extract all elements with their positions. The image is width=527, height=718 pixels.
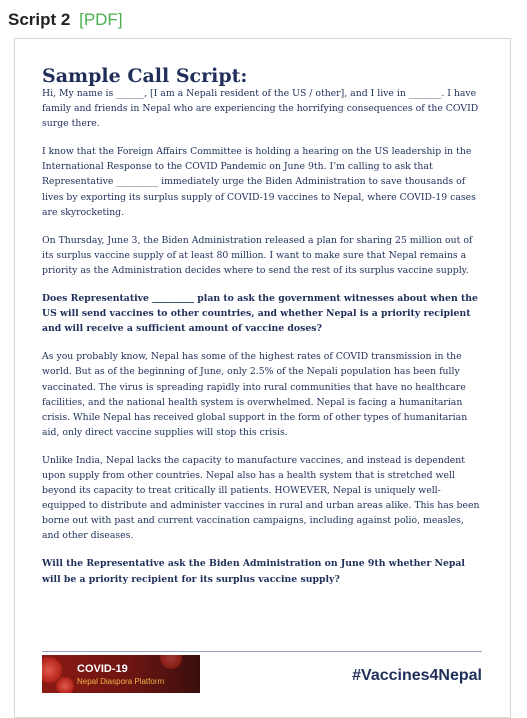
logo-subtitle: Nepal Diaspora Platform [77, 677, 165, 686]
logo-title: COVID-19 [77, 663, 128, 675]
paragraph-transmission: As you probably know, Nepal has some of the highest rates of COVID transmission in the world. But as of the beginning of June, only 2.5% of the Nepali population has been fully vaccinated. The virus is spreading rapidly into rural communities that have no healthcare facilities, and the national health system is overwhelmed. Nepal is facing a humanitarian crisis. While Nepal has received global support in the form of other types of humanitarian aid, only direct vaccine supplies will stop this crisis. [42, 351, 468, 438]
question-priority: Will the Representative ask the Biden Administration on June 9th whether Nepal will be a priority recipient for its surplus vaccine supply? [42, 558, 465, 585]
paragraph-capacity: Unlike India, Nepal lacks the capacity to manufacture vaccines, and instead is dependent upon supply from other countries. Nepal also has a health system that is stretched well beyond its capacity to treat critically ill patients. HOWEVER, Nepal is uniquely well-equipped to distribute and administer vaccines in rural and urban areas alike. This has been borne out with past and current vaccination campaigns, including against polio, measles, and other diseases. [42, 454, 480, 542]
paragraph-plan: On Thursday, June 3, the Biden Administration released a plan for sharing 25 million out of its surplus vaccine supply of at least 80 million. I want to make sure that Nepal remains a priority as the Administration decides where to send the rest of its surplus vaccine supply. [42, 234, 473, 276]
document-title: Sample Call Script: [42, 65, 248, 87]
document-body [42, 66, 482, 600]
footer-divider [42, 651, 482, 652]
section-heading [8, 10, 123, 30]
paragraph-hearing: I know that the Foreign Affairs Committee is holding a hearing on the US leadership in the International Response to the COVID Pandemic on June 9th. I’m calling to ask that Representative _________ immediately urge the Biden Administration to save thousands of lives by exporting its surplus supply of COVID-19 vaccines to Nepal, where COVID-19 cases are skyrocketing. [42, 146, 476, 218]
covid-platform-logo [42, 655, 200, 693]
virus-icon [160, 655, 182, 669]
hashtag: #Vaccines4Nepal [352, 667, 482, 684]
question-witnesses: Does Representative _________ plan to ask the government witnesses about when the US will send vaccines to other countries, and whether Nepal is a priority recipient and will receive a sufficient amount of vaccine doses? [42, 293, 478, 335]
virus-icon [56, 677, 74, 693]
pdf-link[interactable]: [PDF] [79, 10, 123, 29]
paragraph-intro: Hi, My name is ______, [I am a Nepali resident of the US / other], and I live in _______. I have family and friends in Nepal who are experiencing the horrifying consequences of the COVID surge there. [42, 88, 479, 130]
script-title: Script 2 [8, 10, 71, 29]
document-page [14, 38, 511, 718]
